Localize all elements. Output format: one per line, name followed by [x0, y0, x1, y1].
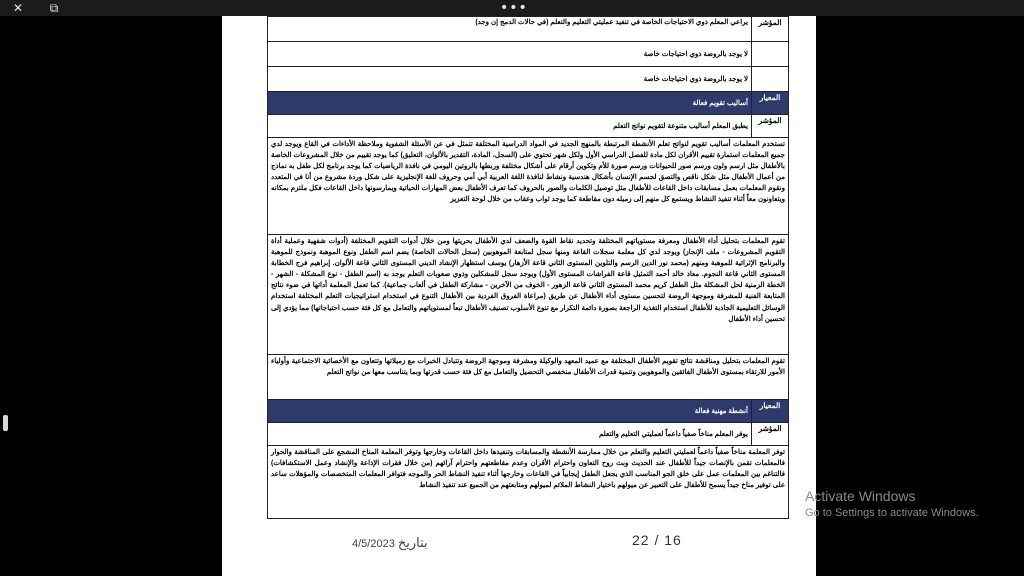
row-label [752, 42, 789, 67]
footer-date-label: بتاريخ [397, 535, 428, 550]
paragraph-text: تقوم المعلمات بتحليل ومناقشة نتائج تقويم الأطفال المختلفة مع عميد المعهد والوكيلة ومشرفة وموجهة الروضة وتتبادل الخبرات مع زميلاتها وتتعاون مع الأخصائية الاجتماعية وأولياء الأمور للارتقاء بمستوى الأطفال الفائقين والموهوبين وتنمية قدرات الأطفال منخفضي التحصيل والتعامل مع كل فئة حسب قدرتها وبما يتناسب معها من نواتج التعلم [271, 358, 785, 377]
row-label [752, 67, 789, 92]
table-row [268, 138, 789, 235]
activate-windows-title: Activate Windows [805, 488, 916, 504]
table-row [268, 42, 789, 67]
table-row [268, 400, 789, 423]
row-text: لا يوجد بالروضة ذوي احتياجات خاصة [268, 42, 752, 67]
paragraph-text: توفر المعلمة مناخاً صفياً داعماً لعمليتي التعليم والتعلم من خلال ممارسة الأنشطة والمسابقات وتنفيذها داخل القاعات وخارجها وتوفر المعلمة المناخ المشجع على المناقشة والحوار فالمعلمات تقمن بالإنصات جيداً للأطفال عند الحديث وبث روح التعاون واحترام الأقران وعدم مقاطعتهم واحترام آرائهم (من خلال فقرات الإذاعة والإنشاد وعمل الاستكشافات) فالتناغم بين المعلمات عمل على خلق الجو المناسب الذي يجعل الطفل إيجابياً في القاعات وخارجها أثناء تنفيذ النشاط الحر والموجه فتوافر المعلمات المتخصصات والمؤهلات ساعد على توفير مناخ جيداً يسمح للأطفال على التعبير عن ميولهم باختيار النشاط الملائم لميولهم ومتابعتهم من الجميع عند تنفيذ النشاط [271, 449, 785, 490]
table-row [268, 235, 789, 355]
page-number [632, 532, 682, 548]
paragraph-cell [268, 138, 789, 235]
title-bar [0, 0, 1024, 16]
row-text: يوفر المعلم مناخاً صفياً داعماً لعمليتي التعليم والتعلم [268, 423, 752, 446]
row-text: يطبق المعلم أساليب متنوعة لتقويم نواتج التعلم [268, 115, 752, 138]
restore-icon[interactable]: ⧉ [49, 1, 59, 15]
row-label: المعيار [752, 92, 789, 115]
vertical-scrollbar[interactable] [0, 16, 12, 576]
table-row [268, 67, 789, 92]
row-text: أساليب تقويم فعالة [268, 92, 752, 115]
page-separator: / [654, 532, 660, 548]
row-text: لا يوجد بالروضة ذوي احتياجات خاصة [268, 67, 752, 92]
table-row [268, 17, 789, 42]
more-options-icon[interactable]: ••• [500, 0, 528, 16]
row-label: المؤشر [752, 423, 789, 446]
page-current: 22 [632, 532, 650, 548]
table-row [268, 92, 789, 115]
row-label: المؤشر [752, 17, 789, 42]
footer-date [352, 535, 428, 551]
page-total: 16 [664, 532, 682, 548]
paragraph-cell [268, 355, 789, 400]
paragraph-text: تقوم المعلمات بتحليل أداء الأطفال ومعرفة مستوياتهم المختلفة وتحديد نقاط القوة والضعف لدي الأطفال بحريتها ومن خلال أدوات التقويم المختلفة (أدوات شفهية وعملية أداة التقويم المشروعات - ملف الإنجاز) ويوجد لدي كل معلمة سجلات القاعة ومنها سجل لمتابعة الموهوبين (سجل الحالات الخاصة) يضم اسم الطفل ونوع الموهبة ونموذج للموهبة والبرنامج الإثرائية للموهبة ومنهم (محمد نور الدين الرسم والتلوين المستوى الثاني قاعة الأزهار) يوسف استظهار الإنشاد الديني المستوى الثاني قاعة الألوان. إبراهيم فرج الخطابة المستوى الثاني قاعة النجوم. معاذ خالد أحمد التمثيل قاعة الفراشات المستوى الأول) ويوجد سجل للمشكلين وذوي صعوبات التعلم يوجد به (اسم الطفل - نوع المشكلة - الشهر - الخطة الزمنية لحل المشكلة مثل الطفل كريم محمد المستوى الثاني قاعة الزهور - الخوف من الآخرين - مشاركة الطفل في ألعاب جماعية). كما تعمل المعلمة أداتها في ضوء نتائج المتابعة الفنية للمشرفة وموجهة الروضة لتحسين مستوى أداء الأطفال عن طريق (مراعاة الفروق الفردية بين الأطفال التنوع في استخدام استراتيجيات التعلم المختلفة استخدام الوسائل التعليمية الجاذبة للأطفال استخدام التغذية الراجعة بصورة دائمة التكرار مع تنوع الأسلوب تصنيف الأطفال تبعاً لمستوياتهم والتعامل مع كل فئة حسب احتياجاتها) مما يؤدي إلى تحسين أداء الأطفال [271, 238, 785, 323]
paragraph-text: تستخدم المعلمات أساليب تقويم لنواتج تعلم الأنشطة المرتبطة بالمنهج الجديد في المواد الدراسية المختلفة تتمثل في عن الأسئلة الشفوية وملاحظة الأداءات في القاع ويوجد لدي جميع المعلمات استمارة تقييم الأقران لكل مادة للفصل الدراسي الأول ولكل شهر تحتوي على (السجل، المادة، التقدير بالألوان، التعليق) كما يوجد تقييم من خلال المشروعات الخاصة بالأطفال مثل ارسم ولون ورسم صور للحيوانات ورسم صورة للأم وتكوين أرقام على أشكال مختلفة وربطها بالروتين اليومي في نافذة الرياضيات كما يوجد برنامج لكل طفل به نماذج من أعمال الأطفال مثل شكل ناقص والتصق لجسم الإنسان بأشكال هندسية ونشاط لنافذة اللغة العربية أبي أمي وحروف للغة الإنجليزية على شكل وردة مشروع من أنا في المتعدد ونقوم المعلمات بعمل مسابقات داخل القاعات للأطفال مثل توصيل الكلمات والصور بالحروف كما تعرف الأطفال بعض المهارات الحياتية ويمارسونها داخل القاعات فكل ملتزم بمكانه ويتعاونون معاً أثناء تنفيذ النشاط ويستمع كل منهم إلى زميله دون مقاطعة كما يوجد ثواب وعقاب من خلال لوحة التعزيز [271, 141, 785, 204]
scrollbar-thumb[interactable] [3, 415, 8, 431]
row-label: المؤشر [752, 115, 789, 138]
table-row [268, 446, 789, 519]
table-row [268, 115, 789, 138]
row-label: المعيار [752, 400, 789, 423]
document-page [222, 16, 816, 576]
paragraph-cell [268, 446, 789, 519]
row-text: أنشطة مهنية فعالة [268, 400, 752, 423]
row-text: يراعي المعلم ذوي الاحتياجات الخاصة في تنفيذ عمليتي التعليم والتعلم (في حالات الدمج إن وجد) [268, 17, 752, 42]
table-row [268, 355, 789, 400]
close-icon[interactable]: ✕ [12, 1, 24, 15]
table-row [268, 423, 789, 446]
paragraph-cell [268, 235, 789, 355]
footer-date-value: 4/5/2023 [352, 538, 395, 550]
evaluation-table [267, 16, 789, 519]
activate-windows-subtitle: Go to Settings to activate Windows. [805, 507, 979, 519]
